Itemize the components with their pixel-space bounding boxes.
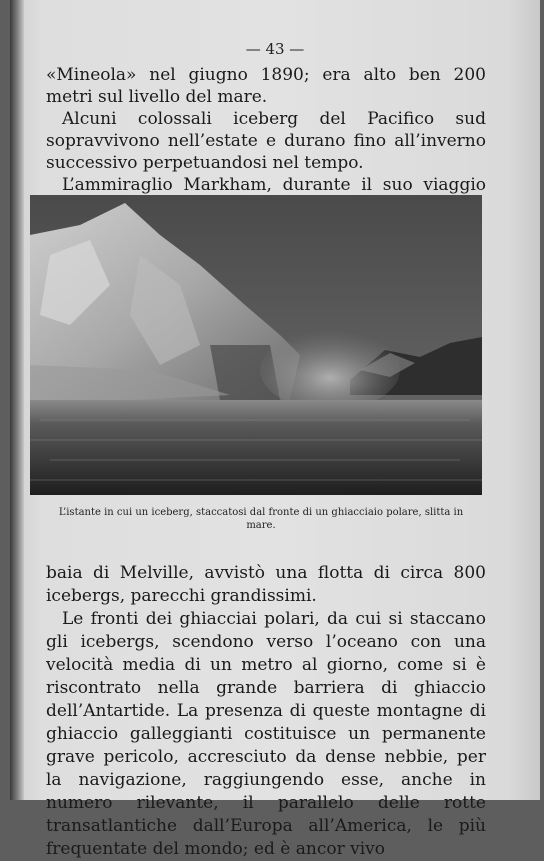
paragraph: Alcuni colossali iceberg del Pacifico sud sopravvivono nell’estate e durano fino all’inverno successivo perpetuandosi nel tempo.	[46, 109, 486, 173]
paragraph: Le fronti dei ghiacciai polari, da cui si staccano gli icebergs, scendono verso l’oceano con una velocità media di un metro al giorno, come si è riscontrato nella grande barriera di ghiaccio dell’Antartide. La presenza di queste montagne di ghiaccio galleggianti costituisce un permanente grave pericolo, accresciuto da dense nebbie, per la navigazione, raggiungendo esse, anche in numero rilevante, il parallelo delle rotte transatlantiche dall’Europa all’America, le più frequentate del mondo; ed è ancor vivo	[46, 609, 486, 859]
page-number: — 43 —	[245, 40, 305, 58]
page-binding-shadow	[10, 0, 24, 800]
text-block-bottom	[46, 562, 486, 861]
book-page	[10, 0, 540, 859]
paragraph: baia di Melville, avvistò una flotta di circa 800 icebergs, parecchi grandissimi.	[46, 563, 486, 606]
paragraph: L’ammiraglio Markham, durante il suo viaggio	[62, 175, 486, 195]
iceberg-photograph	[30, 195, 482, 495]
paragraph: «Mineola» nel giugno 1890; era alto ben 200 metri sul livello del mare.	[46, 65, 486, 107]
iceberg-photo-illustration	[30, 195, 482, 495]
figure-caption: L’istante in cui un iceberg, staccatosi dal fronte di un ghiacciaio polare, slitta in mare.	[58, 507, 464, 531]
